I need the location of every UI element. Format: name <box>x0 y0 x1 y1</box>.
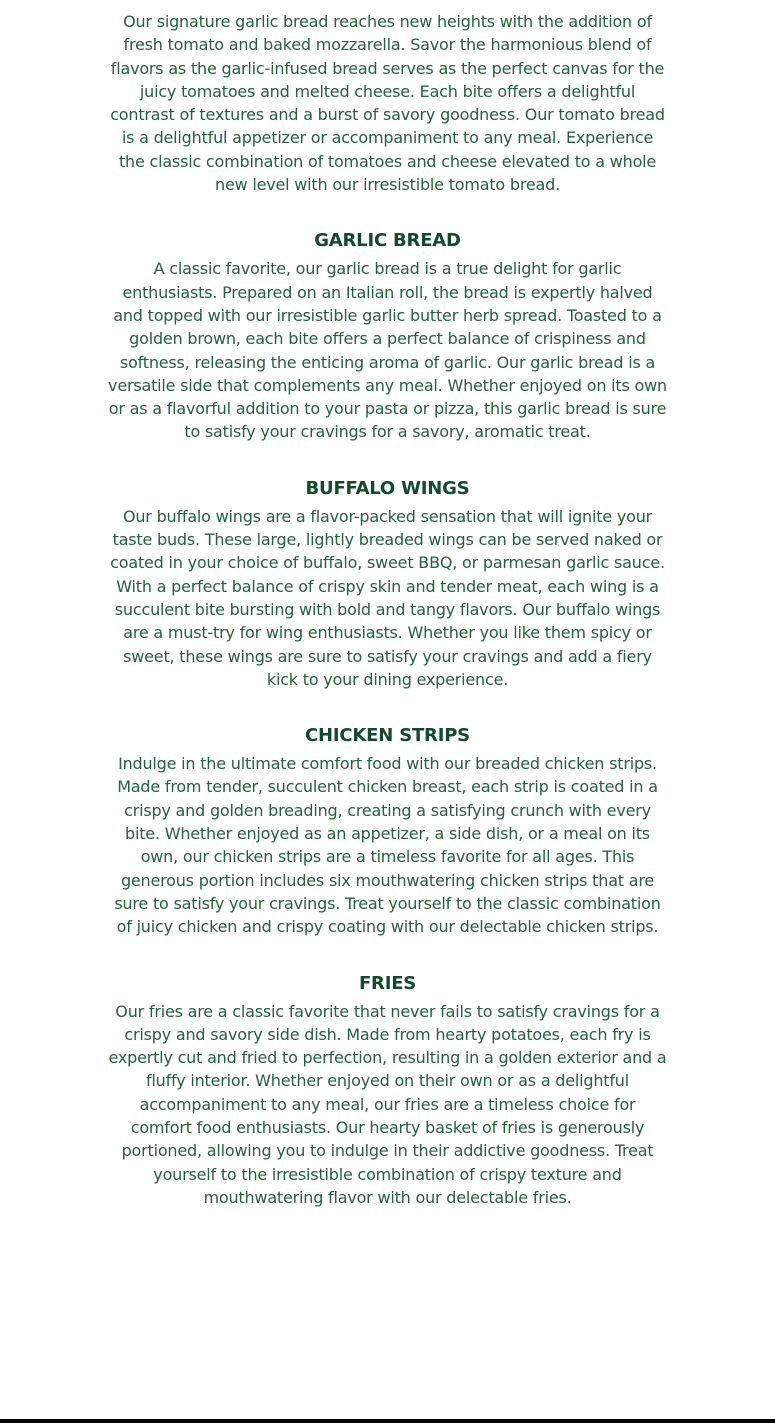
menu-item-garlic-bread <box>108 229 667 443</box>
menu-item-buffalo-wings <box>108 477 667 691</box>
menu-list <box>108 10 667 1209</box>
item-description: Our fries are a classic favorite that never fails to satisfy cravings for a crispy and savory side dish. Made from hearty potatoes, each fry is expertly cut and fried to perfection, resulting in a golden exterior and a fluffy interior. Whether enjoyed on their own or as a delightful accompaniment to any meal, our fries are a timeless choice for comfort food enthusiasts. Our hearty basket of fries is generously portioned, allowing you to indulge in their addictive goodness. Treat yourself to the irresistible combination of crispy texture and mouthwatering flavor with our delectable fries. <box>108 1001 667 1207</box>
item-description: Our buffalo wings are a flavor-packed sensation that will ignite your taste buds. These large, lightly breaded wings can be served naked or coated in your choice of buffalo, sweet BBQ, or parmesan garlic sauce. With a perfect balance of crispy skin and tender meat, each wing is a succulent bite bursting with bold and tangy flavors. Our buffalo wings are a must-try for wing enthusiasts. Whether you like them spicy or sweet, these wings are sure to satisfy your cravings and add a fiery kick to your dining experience. <box>110 506 665 689</box>
item-description: Indulge in the ultimate comfort food with our breaded chicken strips. Made from tender, succulent chicken breast, each strip is coated in a crispy and golden breading, creating a satisfying crunch with every bite. Whether enjoyed as an appetizer, a side dish, or a meal on its own, our chicken strips are a timeless favorite for all ages. This generous portion includes six mouthwatering chicken strips that are sure to satisfy your cravings. Treat yourself to the classic combination of juicy chicken and crispy coating with our delectable chicken strips. <box>114 754 661 937</box>
item-title: GARLIC BREAD <box>314 230 461 252</box>
item-title: BUFFALO WINGS <box>305 477 470 499</box>
menu-item-fries <box>108 972 667 1210</box>
item-title: CHICKEN STRIPS <box>305 725 470 747</box>
menu-item-tomato-bread <box>108 10 667 196</box>
item-description: A classic favorite, our garlic bread is a true delight for garlic enthusiasts. Prepared on an Italian roll, the bread is expertly halved and topped with our irresistible garlic butter herb spread. Toasted to a golden brown, each bite offers a perfect balance of crispiness and softness, releasing the enticing aroma of garlic. Our garlic bread is a versatile side that complements any meal. Whether enjoyed on its own or as a flavorful addition to your pasta or pizza, this garlic bread is sure to satisfy your cravings for a savory, aromatic treat. <box>108 259 667 442</box>
item-title: FRIES <box>358 972 417 994</box>
menu-item-chicken-strips <box>108 724 667 938</box>
bottom-divider <box>0 1419 775 1423</box>
item-description: Our signature garlic bread reaches new heights with the addition of fresh tomato and baked mozzarella. Savor the harmonious blend of flavors as the garlic-infused bread serves as the perfect canvas for the juicy tomatoes and melted cheese. Each bite offers a delightful contrast of textures and a burst of savory goodness. Our tomato bread is a delightful appetizer or accompaniment to any meal. Experience the classic combination of tomatoes and cheese elevated to a whole new level with our irresistible tomato bread. <box>110 12 665 195</box>
